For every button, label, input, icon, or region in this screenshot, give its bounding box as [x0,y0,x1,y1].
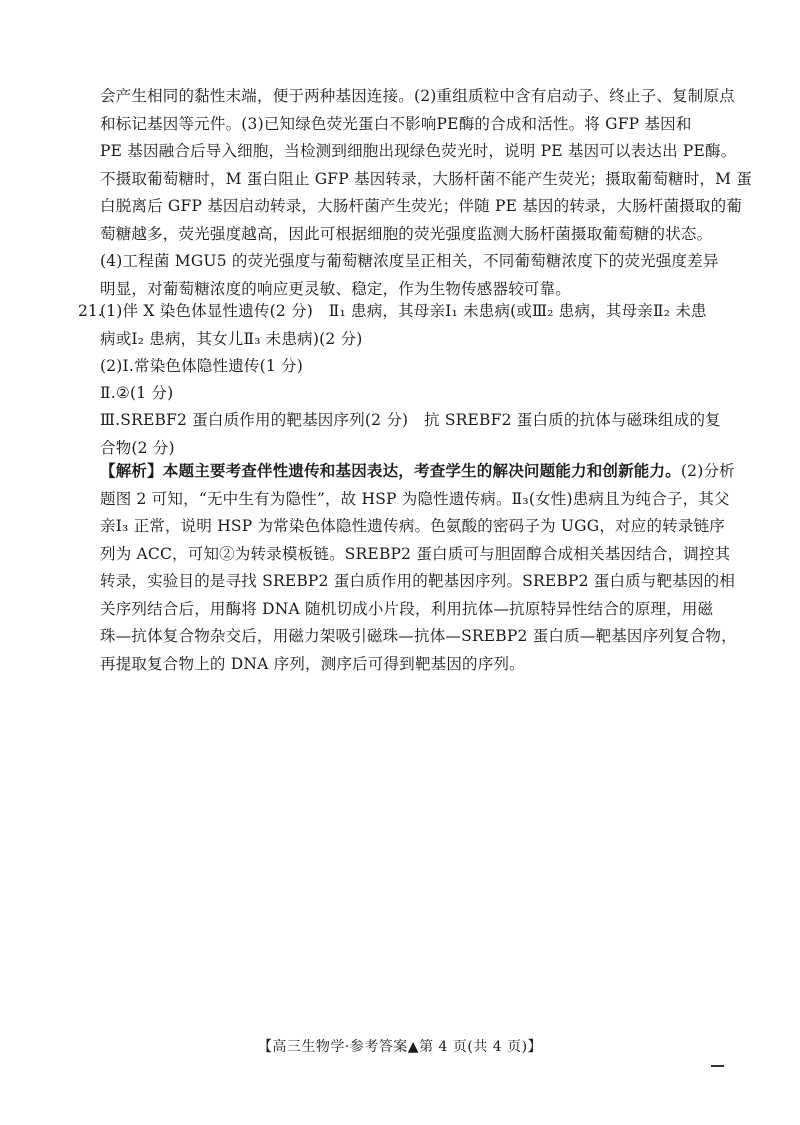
analysis-first-line [100,457,735,486]
analysis-first-line-rest: (2)分析 [680,462,735,480]
text-line: Ⅱ.②(1 分) [100,384,174,402]
text-line: PE 基因融合后导入细胞，当检测到细胞出现绿色荧光时，说明 PE 基因可以表达出 PE酶。 [100,142,737,160]
text-line: 关序列结合后，用酶将 DNA 随机切成小片段，利用抗体—抗原特异性结合的原理，用磁 [100,599,714,618]
answer-20-continuation [100,83,753,303]
text-line: 不摄取葡萄糖时，M 蛋白阻止 GFP 基因转录，大肠杆菌不能产生荧光；摄取葡萄糖时，M 蛋 [100,169,753,188]
answer-21-part2-i [100,353,725,381]
page-footer: 【高三生物学·参考答案▲第 4 页(共 4 页)】 [257,1039,543,1055]
text-line: (4)工程菌 MGU5 的荧光强度与葡萄糖浓度呈正相关，不同葡萄糖浓度下的荧光强度差异 [100,252,719,270]
text-line: 亲Ⅰ₃ 正常，说明 HSP 为常染色体隐性遗传病。色氨酸的密码子为 UGG，对应的转录链序 [100,517,725,535]
analysis-section [100,457,737,678]
text-line: 白脱离后 GFP 基因启动转录，大肠杆菌产生荧光；伴随 PE 基因的转录，大肠杆菌摄取的葡 [100,197,743,215]
text-line: 病或Ⅰ₂ 患病，其女儿Ⅱ₃ 未患病)(2 分) [100,329,363,348]
text-line: 转录，实验目的是寻找 SREBP2 蛋白质作用的靶基因序列。SREBP2 蛋白质与靶基因的相 [100,572,736,590]
text-line: (1)伴 X 染色体显性遗传(2 分) Ⅱ₁ 患病，其母亲Ⅰ₁ 未患病(或Ⅲ₂ 患病，其母亲Ⅱ₂ 未患 [100,302,707,320]
text-line: 列为 ACC，可知②为转录模板链。SREBP2 蛋白质可与胆固醇合成相关基因结合，调控其 [100,544,731,563]
text-line: 萄糖越多，荧光强度越高，因此可根据细胞的荧光强度监测大肠杆菌摄取葡萄糖的状态。 [100,224,713,243]
answer-21-part2-ii [100,380,725,408]
text-line: Ⅲ.SREBF2 蛋白质作用的靶基因序列(2 分) 抗 SREBF2 蛋白质的抗体与磁珠组成的复 [100,411,721,429]
analysis-heading: 【解析】本题主要考查伴性遗传和基因表达，考查学生的解决问题能力和创新能力。 [100,461,681,480]
text-line: 珠—抗体复合物杂交后，用磁力架吸引磁珠—抗体—SREBP2 蛋白质—靶基因序列复合物， [100,627,737,645]
text-line: 和标记基因等元件。(3)已知绿色荧光蛋白不影响PE酶的合成和活性。将 GFP 基因和 [100,114,692,133]
text-line: 题图 2 可知，“无中生有为隐性”，故 HSP 为隐性遗传病。Ⅱ₃(女性)患病且为纯合子，其父 [100,489,730,508]
corner-mark [711,1065,724,1067]
text-line: 合物(2 分) [100,438,175,457]
answer-21-part1 [100,298,725,353]
text-line: 再提取复合物上的 DNA 序列，测序后可得到靶基因的序列。 [100,654,525,673]
text-line: 明显，对葡萄糖浓度的响应更灵敏、稳定，作为生物传感器较可靠。 [100,279,572,298]
question-number: 21. [78,302,103,320]
text-line: (2)Ⅰ.常染色体隐性遗传(1 分) [100,357,303,375]
text-line: 会产生相同的黏性末端，便于两种基因连接。(2)重组质粒中含有启动子、终止子、复制原点 [100,87,735,105]
answer-21-part2-iii [100,407,725,462]
